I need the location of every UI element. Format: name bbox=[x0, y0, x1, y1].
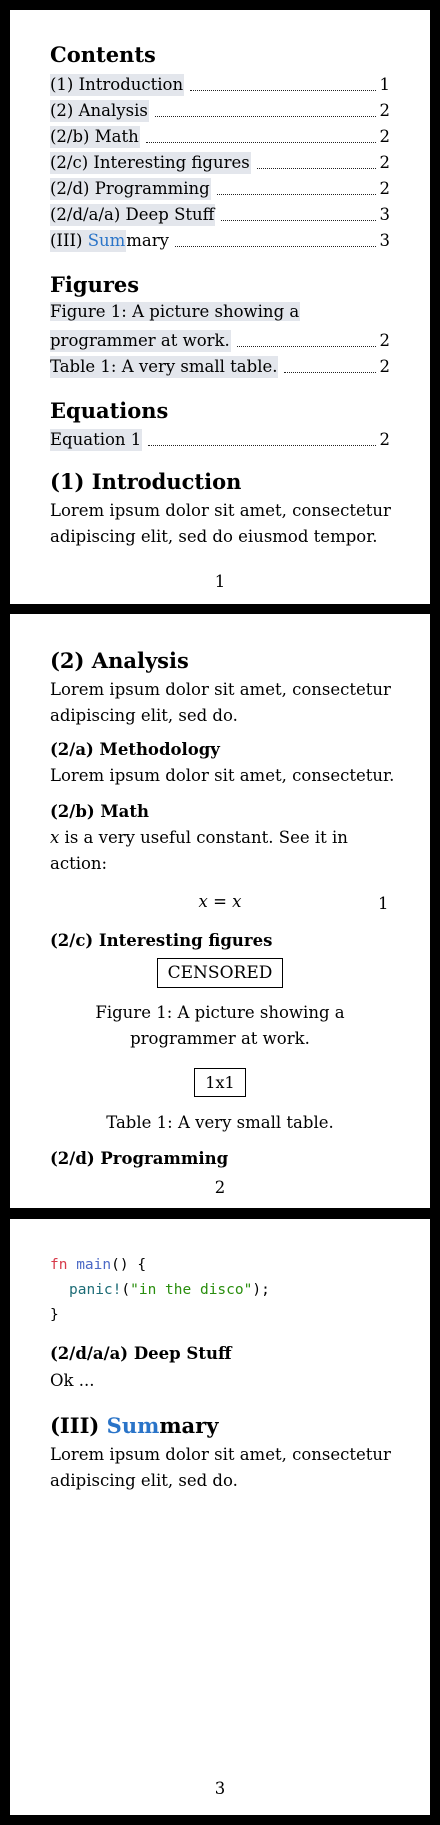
code-line bbox=[50, 1253, 146, 1278]
toc-leader bbox=[284, 371, 375, 373]
figure-box-wrap bbox=[10, 958, 430, 988]
toc-page-number: 2 bbox=[379, 153, 390, 172]
toc-entry[interactable] bbox=[50, 148, 390, 174]
toc-label: (2/d/a/a) Deep Stuff bbox=[50, 205, 215, 224]
heading-suffix: mary bbox=[159, 1413, 219, 1438]
page-number: 3 bbox=[214, 1779, 226, 1798]
toc-label: Figure 1: A picture showing a bbox=[50, 302, 300, 321]
section-heading: (1) Introduction bbox=[50, 469, 242, 494]
toc-entry[interactable] bbox=[50, 425, 390, 451]
paragraph-line: Lorem ipsum dolor sit amet, consectetur bbox=[50, 680, 391, 699]
toc-page-number: 3 bbox=[379, 205, 390, 224]
toc-entry[interactable] bbox=[50, 96, 390, 122]
page-number: 2 bbox=[214, 1178, 226, 1197]
equation-number: 1 bbox=[378, 894, 389, 913]
toc-label-prefix: (III) bbox=[50, 231, 88, 250]
code-line bbox=[69, 1278, 270, 1303]
code-macro: panic! bbox=[69, 1282, 122, 1298]
paragraph-line: adipiscing elit, sed do. bbox=[50, 706, 238, 725]
toc-page-number: 3 bbox=[379, 231, 390, 250]
code-function: main bbox=[76, 1257, 112, 1273]
toc-label: Table 1: A very small table. bbox=[50, 357, 278, 376]
toc-leader bbox=[221, 219, 375, 221]
subsection-heading: (2/d) Programming bbox=[50, 1149, 229, 1168]
paragraph-line: Lorem ipsum dolor sit amet, consectetur bbox=[50, 1445, 391, 1464]
equation: x = x bbox=[198, 892, 242, 911]
toc-leader bbox=[237, 345, 376, 347]
paragraph-line: Lorem ipsum dolor sit amet, consectetur bbox=[50, 501, 391, 520]
section-heading: (2) Analysis bbox=[50, 648, 189, 673]
figure-caption-line: programmer at work. bbox=[130, 1029, 310, 1048]
toc-page-number: 2 bbox=[379, 179, 390, 198]
toc-leader bbox=[148, 444, 375, 446]
paragraph-text: is a very useful constant. See it in bbox=[59, 828, 348, 847]
paragraph-line: Lorem ipsum dolor sit amet, consectetur. bbox=[50, 766, 395, 785]
toc-label: programmer at work. bbox=[50, 331, 230, 350]
toc-label bbox=[50, 230, 126, 252]
paragraph-line: adipiscing elit, sed do eiusmod tempor. bbox=[50, 527, 378, 546]
toc-page-number: 2 bbox=[379, 331, 390, 350]
figure-caption-line: Figure 1: A picture showing a bbox=[95, 1003, 345, 1022]
page-number: 1 bbox=[214, 572, 226, 591]
toc-page-number: 1 bbox=[379, 75, 390, 94]
subsection-heading: (2/b) Math bbox=[50, 802, 149, 821]
paragraph-line: action: bbox=[50, 854, 108, 873]
section-heading bbox=[50, 1413, 218, 1438]
toc-label: (2/c) Interesting figures bbox=[50, 153, 250, 172]
toc-page-number: 2 bbox=[379, 430, 390, 449]
page-3 bbox=[10, 1219, 430, 1815]
table-caption: Table 1: A very small table. bbox=[106, 1113, 334, 1132]
toc-label: (1) Introduction bbox=[50, 75, 184, 94]
page-2 bbox=[10, 614, 430, 1208]
toc-page-number: 2 bbox=[379, 357, 390, 376]
paragraph-line bbox=[50, 825, 348, 851]
code-line: } bbox=[50, 1307, 59, 1323]
figure-list-entry-line1[interactable] bbox=[50, 299, 300, 325]
equations-heading: Equations bbox=[50, 398, 169, 423]
heading-prefix: (III) bbox=[50, 1413, 107, 1438]
figure-placeholder-box: CENSORED bbox=[157, 958, 284, 988]
code-text: ); bbox=[252, 1282, 270, 1298]
toc-entry[interactable] bbox=[50, 226, 390, 252]
subsection-heading: (2/d/a/a) Deep Stuff bbox=[50, 1344, 232, 1363]
toc-entry[interactable] bbox=[50, 70, 390, 96]
code-keyword: fn bbox=[50, 1257, 68, 1273]
code-string: "in the disco" bbox=[130, 1282, 253, 1298]
toc-leader bbox=[217, 193, 376, 195]
paragraph-line: adipiscing elit, sed do. bbox=[50, 1471, 238, 1490]
contents-heading: Contents bbox=[50, 42, 156, 67]
table-cell-box: 1x1 bbox=[194, 1068, 245, 1097]
figures-heading: Figures bbox=[50, 272, 140, 297]
toc-page-number: 2 bbox=[379, 101, 390, 120]
toc-label: (2/b) Math bbox=[50, 127, 139, 146]
toc-label-suffix: mary bbox=[126, 231, 169, 250]
page-1 bbox=[10, 10, 430, 604]
subsection-heading: (2/c) Interesting figures bbox=[50, 931, 273, 950]
code-text: ( bbox=[121, 1282, 131, 1298]
toc-entry[interactable] bbox=[50, 326, 390, 352]
table-box-wrap bbox=[10, 1068, 430, 1097]
toc-entry[interactable] bbox=[50, 352, 390, 378]
math-variable: x bbox=[50, 828, 60, 847]
toc-leader bbox=[257, 167, 376, 169]
toc-leader bbox=[146, 141, 376, 143]
toc-entry[interactable] bbox=[50, 200, 390, 226]
subsection-heading: (2/a) Methodology bbox=[50, 740, 220, 759]
heading-highlight: Sum bbox=[106, 1413, 160, 1438]
toc-leader bbox=[155, 115, 376, 117]
toc-leader bbox=[175, 245, 376, 247]
toc-label: (2/d) Programming bbox=[50, 179, 210, 198]
toc-label-highlight: Sum bbox=[87, 231, 126, 250]
toc-page-number: 2 bbox=[379, 127, 390, 146]
paragraph-line: Ok ... bbox=[50, 1371, 95, 1390]
code-text: () { bbox=[111, 1257, 147, 1273]
toc-entry[interactable] bbox=[50, 122, 390, 148]
toc-label: (2) Analysis bbox=[50, 101, 148, 120]
toc-label: Equation 1 bbox=[50, 430, 142, 449]
toc-leader bbox=[190, 89, 375, 91]
toc-entry[interactable] bbox=[50, 174, 390, 200]
